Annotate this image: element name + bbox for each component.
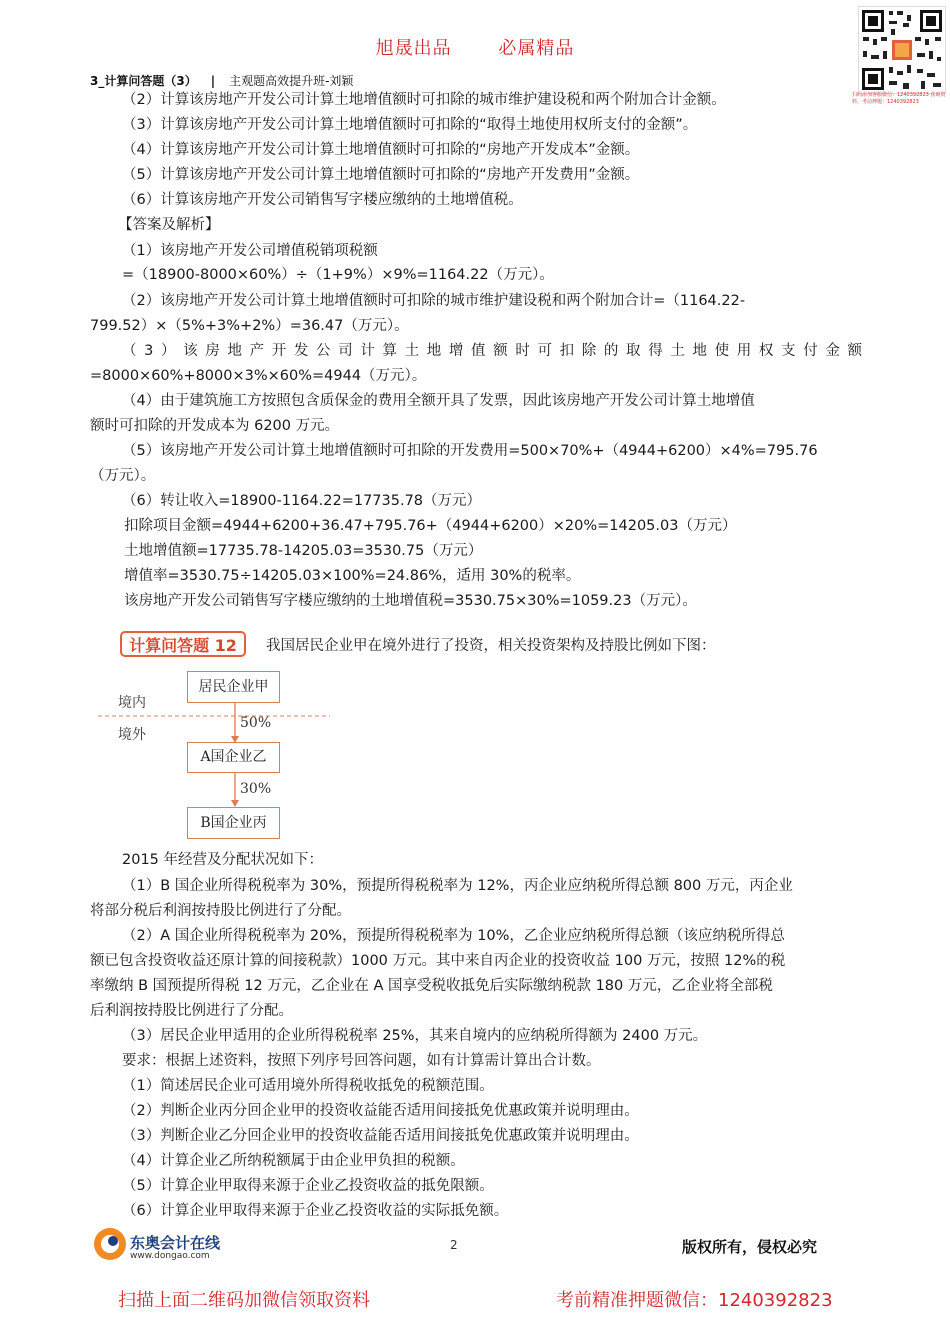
course-header <box>90 72 353 89</box>
answer-6-deduct: 扣除项目金额=4944+6200+36.47+795.76+（4944+6200）×20%=14205.03（万元） <box>124 518 737 534</box>
course-title: 3_计算问答题（3） <box>90 74 197 88</box>
answer-2-line1: （2）该房地产开发公司计算土地增值额时可扣除的城市维护建设税和两个附加合计=（1164.22- <box>122 293 746 309</box>
answer-5-line2: （万元）。 <box>90 468 156 484</box>
prev-question-4: （4）计算该房地产开发公司计算土地增值额时可扣除的“房地产开发成本”金额。 <box>122 142 640 158</box>
copyright-notice: 版权所有，侵权必究 <box>682 1238 818 1256</box>
q12-req-6: （6）计算企业甲取得来源于企业乙投资收益的实际抵免额。 <box>122 1203 509 1219</box>
answer-6-title: （6）转让收入=18900-1164.22=17735.78（万元） <box>122 493 482 509</box>
q12-p1-line2: 将部分税后利润按持股比例进行了分配。 <box>90 903 351 919</box>
answer-5-line1: （5）该房地产开发公司计算土地增值额时可扣除的开发费用=500×70%+（4944+6200）×4%=795.76 <box>122 443 818 459</box>
q12-p3: （3）居民企业甲适用的企业所得税税率 25%，其来自境内的应纳税所得额为 2400 万元。 <box>122 1028 708 1044</box>
prev-question-5: （5）计算该房地产开发公司计算土地增值额时可扣除的“房地产开发费用”金额。 <box>122 167 640 183</box>
q12-req-3: （3）判断企业乙分回企业甲的投资收益能否适用间接抵免优惠政策并说明理由。 <box>122 1128 639 1144</box>
brand-left: 旭晟出品 <box>375 38 452 59</box>
q12-req-4: （4）计算企业乙所纳税额属于由企业甲负担的税额。 <box>122 1153 465 1169</box>
investment-diagram <box>90 668 350 844</box>
promo-left: 扫描上面二维码加微信领取资料 <box>118 1290 370 1311</box>
answer-4-line2: 额时可扣除的开发成本为 6200 万元。 <box>90 418 340 434</box>
q12-p2-line1: （2）A 国企业所得税税率为 20%，预提所得税税率为 10%，乙企业应纳税所得总额（该应纳税所得总 <box>122 928 785 944</box>
q12-p2-line4: 后利润按持股比例进行了分配。 <box>90 1003 293 1019</box>
prev-question-3: （3）计算该房地产开发公司计算土地增值额时可扣除的“取得土地使用权所支付的金额”。 <box>122 117 698 133</box>
brand-right: 必属精品 <box>498 38 575 59</box>
entity-resident-a: 居民企业甲 <box>187 671 280 703</box>
prev-question-6: （6）计算该房地产开发公司销售写字楼应缴纳的土地增值税。 <box>122 192 523 208</box>
question-12-badge: 计算问答题 12 <box>120 631 246 657</box>
q12-requirement: 要求：根据上述资料，按照下列序号回答问题，如有计算需计算出合计数。 <box>122 1053 601 1069</box>
label-domestic: 境内 <box>118 695 146 711</box>
header-brand <box>0 34 950 60</box>
page-number: 2 <box>450 1238 458 1252</box>
share-bc: 30% <box>240 781 272 797</box>
answer-1-title: （1）该房地产开发公司增值税销项税额 <box>122 243 378 259</box>
footer-logo-text: 东奥会计在线 <box>130 1234 221 1252</box>
entity-country-b-c: B国企业丙 <box>187 807 280 839</box>
q12-p1-line1: （1）B 国企业所得税税率为 30%，预提所得税税率为 12%，丙企业应纳税所得总额 800 万元，丙企业 <box>122 878 793 894</box>
qr-code-icon <box>858 6 946 94</box>
q12-p2-line2: 额已包含投资收益还原计算的间接税款）1000 万元。其中来自丙企业的投资收益 100 万元，按照 12%的税 <box>90 953 786 969</box>
share-ab: 50% <box>240 715 272 731</box>
answer-3-line2: =8000×60%+8000×3%×60%=4944（万元）。 <box>90 368 427 384</box>
course-subtitle: 主观题高效提升班-刘颖 <box>229 74 354 88</box>
answer-heading: 【答案及解析】 <box>118 217 220 233</box>
course-separator: | <box>210 74 216 88</box>
answer-6-gain: 土地增值额=17735.78-14205.03=3530.75（万元） <box>124 543 483 559</box>
q12-p2-line3: 率缴纳 B 国预提所得税 12 万元，乙企业在 A 国享受税收抵免后实际缴纳税款 180 万元，乙企业将全部税 <box>90 978 773 994</box>
promo-right: 考前精准押题微信：1240392823 <box>556 1290 833 1311</box>
answer-6-rate: 增值率=3530.75÷14205.03×100%=24.86%，适用 30%的税率。 <box>124 568 581 584</box>
qr-caption: 扫码添加客服微信：1240392823 获取资料，考前押题：1240392823 <box>852 92 946 105</box>
arrow-bc-head <box>231 800 239 807</box>
prev-question-2: （2）计算该房地产开发公司计算土地增值额时可扣除的城市维护建设税和两个附加合计金额。 <box>122 92 726 108</box>
answer-4-line1: （4）由于建筑施工方按照包含质保金的费用全额开具了发票，因此该房地产开发公司计算土地增值 <box>122 393 755 409</box>
footer-url: www.dongao.com <box>130 1251 210 1261</box>
q12-req-1: （1）简述居民企业可适用境外所得税收抵免的税额范围。 <box>122 1078 494 1094</box>
label-foreign: 境外 <box>118 727 146 743</box>
answer-1-calc: =（18900-8000×60%）÷（1+9%）×9%=1164.22（万元）。 <box>122 267 554 283</box>
answer-6-tax: 该房地产开发公司销售写字楼应缴纳的土地增值税=3530.75×30%=1059.23（万元）。 <box>124 593 697 609</box>
answer-3-line1: （3）该房地产开发公司计算土地增值额时可扣除的取得土地使用权支付金额 <box>122 343 862 359</box>
q12-req-5: （5）计算企业甲取得来源于企业乙投资收益的抵免限额。 <box>122 1178 494 1194</box>
entity-country-a-b: A国企业乙 <box>187 742 280 773</box>
question-12-intro: 我国居民企业甲在境外进行了投资，相关投资架构及持股比例如下图： <box>266 638 716 654</box>
answer-2-line2: 799.52）×（5%+3%+2%）=36.47（万元）。 <box>90 318 409 334</box>
dongao-logo-icon <box>92 1226 128 1262</box>
q12-req-2: （2）判断企业丙分回企业甲的投资收益能否适用间接抵免优惠政策并说明理由。 <box>122 1103 639 1119</box>
q12-year-intro: 2015 年经营及分配状况如下： <box>122 852 324 868</box>
